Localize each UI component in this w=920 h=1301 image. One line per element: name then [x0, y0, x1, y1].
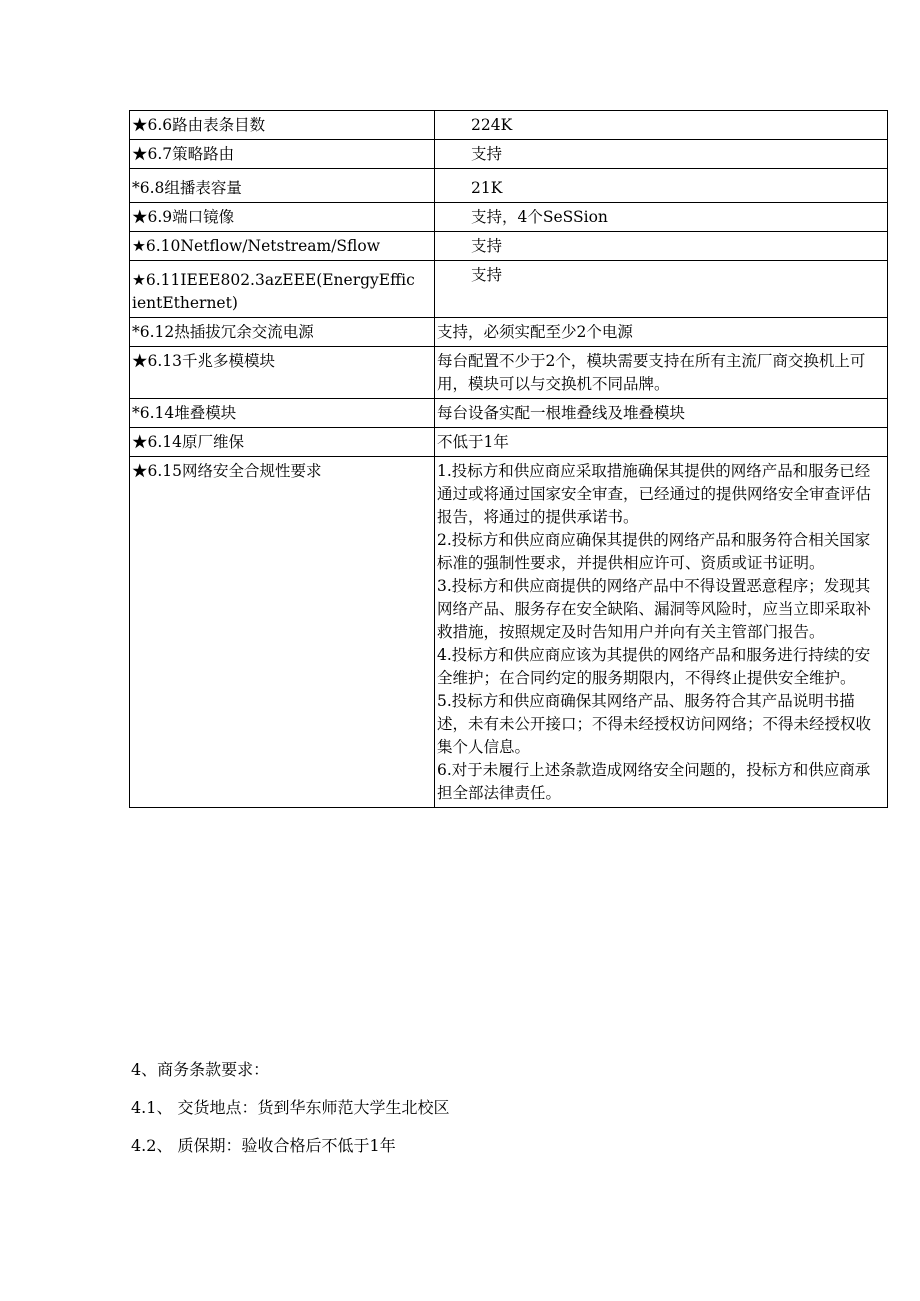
row-name: ★6.13千兆多模模块 [130, 347, 435, 399]
requirement-item: 2.投标方和供应商应确保其提供的网络产品和服务符合相关国家标准的强制性要求，并提供相应许可、资质或证书证明。 [437, 531, 871, 572]
row-value: 每台配置不少于2个，模块需要支持在所有主流厂商交换机上可用，模块可以与交换机不同品牌。 [435, 347, 888, 399]
requirement-item: 5.投标方和供应商确保其网络产品、服务符合其产品说明书描述，未有未公开接口；不得未经授权访问网络；不得未经授权收集个人信息。 [437, 692, 872, 756]
row-value [435, 457, 888, 808]
table-row [130, 399, 888, 428]
row-value: 21K [435, 169, 888, 203]
row-value: 不低于1年 [435, 428, 888, 457]
table-row [130, 140, 888, 169]
requirement-item: 4.投标方和供应商应该为其提供的网络产品和服务进行持续的安全维护；在合同约定的服务期限内，不得终止提供安全维护。 [437, 646, 871, 687]
row-name: ★6.7策略路由 [130, 140, 435, 169]
table-row [130, 232, 888, 261]
table-row [130, 203, 888, 232]
requirement-item: 3.投标方和供应商提供的网络产品中不得设置恶意程序；发现其网络产品、服务存在安全缺陷、漏洞等风险时，应当立即采取补救措施，按照规定及时告知用户并向有关主管部门报告。 [437, 577, 872, 641]
row-name: ★6.6路由表条目数 [130, 111, 435, 140]
terms-heading: 4、商务条款要求： [131, 1060, 270, 1079]
row-name: ★6.9端口镜像 [130, 203, 435, 232]
table-row [130, 428, 888, 457]
requirement-item: 6.对于未履行上述条款造成网络安全问题的，投标方和供应商承担全部法律责任。 [437, 761, 871, 802]
row-name-line: ★6.11IEEE802.3azEEE(EnergyEffic [132, 271, 415, 289]
table-row [130, 347, 888, 399]
row-name: *6.12热插拔冗余交流电源 [130, 318, 435, 347]
row-value: 支持，4个SeSSion [435, 203, 888, 232]
table-row [130, 457, 888, 808]
table-row [130, 111, 888, 140]
row-value: 224K [435, 111, 888, 140]
row-name: ★6.15网络安全合规性要求 [130, 457, 435, 808]
terms-item-delivery: 4.1、 交货地点：货到华东师范大学生北校区 [131, 1098, 450, 1117]
row-name [130, 261, 435, 318]
row-value: 支持 [435, 232, 888, 261]
terms-item-warranty: 4.2、 质保期：验收合格后不低于1年 [131, 1136, 396, 1155]
row-value: 支持 [435, 140, 888, 169]
row-name: ★6.14原厂维保 [130, 428, 435, 457]
requirement-item: 1.投标方和供应商应采取措施确保其提供的网络产品和服务已经通过或将通过国家安全审查，已经通过的提供网络安全审查评估报告，将通过的提供承诺书。 [437, 462, 872, 526]
table-row [130, 169, 888, 203]
row-name: *6.8组播表容量 [130, 169, 435, 203]
row-value: 每台设备实配一根堆叠线及堆叠模块 [435, 399, 888, 428]
table-row [130, 318, 888, 347]
table-row [130, 261, 888, 318]
row-value: 支持 [435, 261, 888, 318]
row-value: 支持，必须实配至少2个电源 [435, 318, 888, 347]
spec-table [129, 110, 888, 808]
row-name-line: ientEthernet) [132, 294, 238, 312]
row-name: *6.14堆叠模块 [130, 399, 435, 428]
row-name: ★6.10Netflow/Netstream/Sflow [130, 232, 435, 261]
